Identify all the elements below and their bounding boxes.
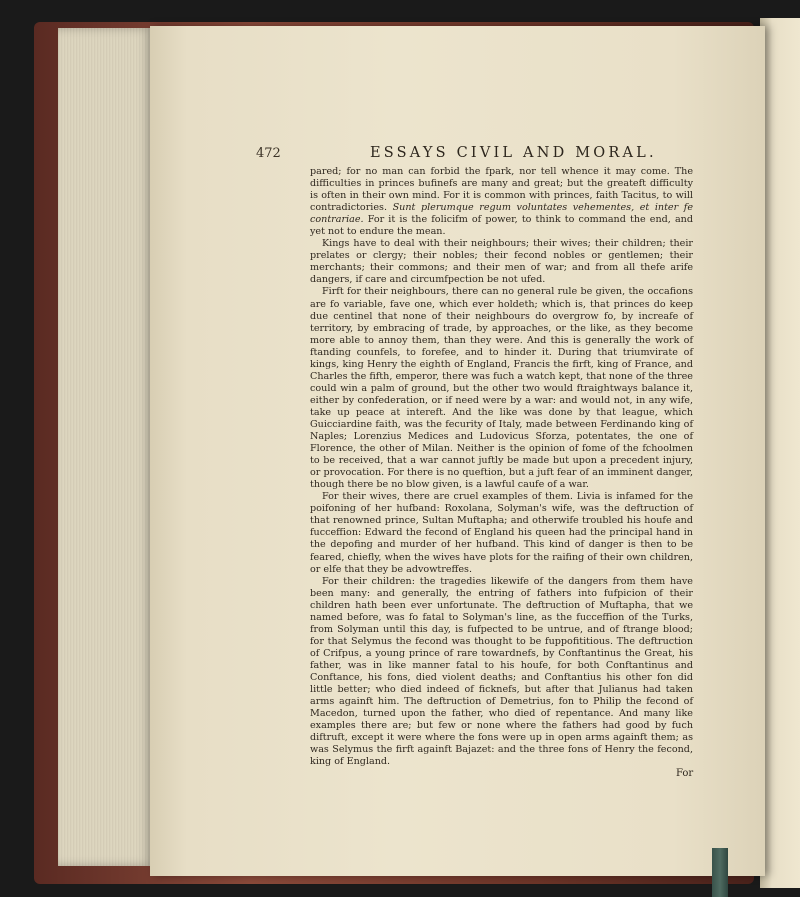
catchword: For bbox=[676, 768, 694, 779]
paragraph: Kings have to deal with their neighbours; their wives; their children; their prelates or clergy; their nobles; their fecond nobles or gentlemen; their merchants; their commons; and their men of war; and from all thefe arife dangers, if care and circumfpection be not ufed. bbox=[310, 238, 693, 286]
page-edges bbox=[58, 28, 153, 866]
running-header: ESSAYS CIVIL AND MORAL. bbox=[370, 145, 657, 161]
paragraph: pared; for no man can forbid the fpark, nor tell whence it may come. The difficulties in princes bufinefs are many and great; but the greateft difficulty is often in their own mind. For it is common with princes, faith Tacitus, to will contradictories. Sunt plerumque regum voluntates vehementes, et inter fe contrariae. For it is the folicifm of power, to think to command the end, and yet not to endure the mean. bbox=[310, 166, 693, 238]
ribbon-bookmark bbox=[712, 848, 728, 897]
page-number: 472 bbox=[256, 146, 281, 161]
body-text bbox=[310, 166, 693, 768]
paragraph: For their children: the tragedies likewife of the dangers from them have been many: and generally, the entring of fathers into fufpicion of their children hath been ever unfortunate. The deftruction of Muftapha, that we named before, was fo fatal to Solyman's line, as the fucceffion of the Turks, from Solyman until this day, is fufpected to be untrue, and of ftrange blood; for that Selymus the fecond was thought to be fuppofititious. The deftruction of Crifpus, a young prince of rare towardnefs, by Conftantinus the Great, his father, was in like manner fatal to his houfe, for both Conftantinus and Conftance, his fons, died violent deaths; and Conftantius his other fon did little better; who died indeed of ficknefs, but after that Julianus had taken arms againft him. The deftruction of Demetrius, fon to Philip the fecond of Macedon, turned upon the father, who died of repentance. And many like examples there are; but few or none where the fathers had good by fuch diftruft, except it were where the fons were up in open arms againft them; as was Selymus the firft againft Bajazet: and the three fons of Henry the fecond, king of England. bbox=[310, 575, 693, 768]
facing-page-edge bbox=[760, 18, 800, 888]
paragraph: For their wives, there are cruel examples of them. Livia is infamed for the poifoning of her hufband: Roxolana, Solyman's wife, was the deftruction of that renowned prince, Sultan Muftapha; and otherwife troubled his houfe and fucceffion: Edward the fecond of England his queen had the principal hand in the depofing and murder of her hufband. This kind of danger is then to be feared, chiefly, when the wives have plots for the raifing of their own children, or elfe that they be advowtreffes. bbox=[310, 491, 693, 575]
paragraph: Firft for their neighbours, there can no general rule be given, the occafions are fo variable, fave one, which ever holdeth; which is, that princes do keep due centinel that none of their neighbours do overgrow fo, by increafe of territory, by embracing of trade, by approaches, or the like, as they become more able to annoy them, than they were. And this is generally the work of ftanding counfels, to forefee, and to hinder it. During that triumvirate of kings, king Henry the eighth of England, Francis the firft, king of France, and Charles the fifth, emperor, there was fuch a watch kept, that none of the three could win a palm of ground, but the other two would ftraightways balance it, either by confederation, or if need were by a war: and would not, in any wife, take up peace at intereft. And the like was done by that league, which Guicciardine faith, was the fecurity of Italy, made between Ferdinando king of Naples; Lorenzius Medices and Ludovicus Sforza, potentates, the one of Florence, the other of Milan. Neither is the opinion of fome of the fchoolmen to be received, that a war cannot juftly be made but upon a precedent injury, or provocation. For there is no queftion, but a juft fear of an imminent danger, though there be no blow given, is a lawful caufe of a war. bbox=[310, 286, 693, 491]
